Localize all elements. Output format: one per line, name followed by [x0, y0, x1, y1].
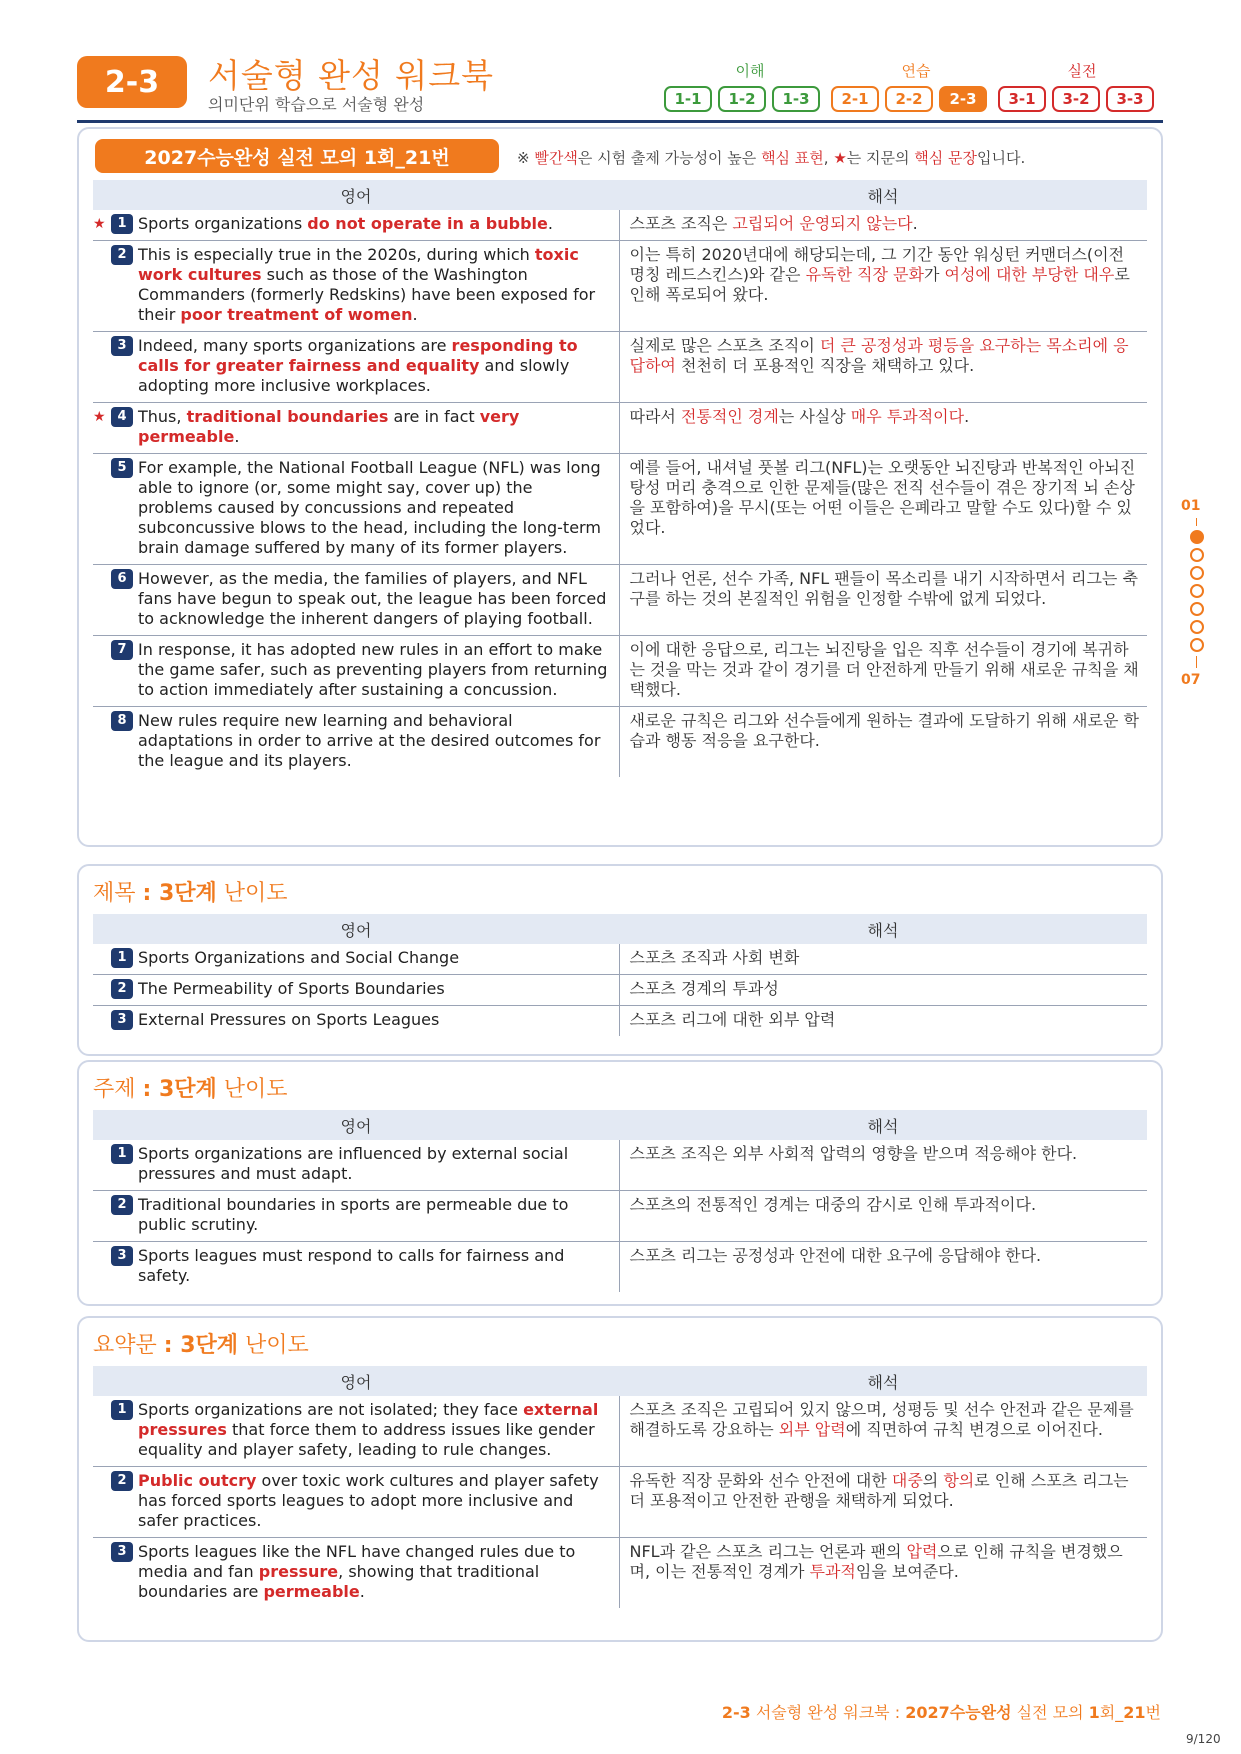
note-red-1: 빨간색	[534, 149, 578, 167]
table-row	[93, 1006, 1147, 1037]
english-text	[138, 979, 453, 999]
key-sentence-star-icon: ★	[93, 409, 106, 425]
text-segment: Sports organizations are influenced by external social pressures and must adapt.	[138, 1144, 569, 1183]
text-segment: Traditional boundaries in sports are permeable due to public scrutiny.	[138, 1195, 569, 1234]
table-row	[93, 1538, 1147, 1609]
text-segment: 이에 대한 응답으로, 리그는 뇌진탕을 입은 직후 선수들이 경기에 복귀하는 것을 막는 것과 같이 경기를 더 안전하게 만들기 위해 새로운 규칙을 채택했다.	[629, 640, 1139, 699]
sentence-number: 2	[111, 245, 133, 265]
sentence-number: 1	[111, 948, 133, 968]
translation-cell	[619, 1140, 1147, 1191]
english-cell	[93, 1191, 619, 1242]
page-dot[interactable]	[1190, 584, 1204, 598]
legend-note	[517, 147, 1025, 168]
text-segment: Sports Organizations and Social Change	[138, 948, 460, 967]
text-segment: For example, the National Football League (NFL) was long able to ignore (or, some might say, cover up) the problems caused by concussions and repeated subconcussive blows to the head, including the long-term brain damage suffered by many of its former players.	[138, 458, 601, 557]
text-segment: 스포츠 리그에 대한 외부 압력	[629, 1010, 836, 1029]
text-segment: 스포츠 조직은	[629, 214, 733, 233]
english-text	[138, 711, 619, 771]
text-segment: .	[234, 427, 240, 446]
english-cell	[93, 1006, 619, 1037]
page-dot[interactable]	[1190, 638, 1204, 652]
text-segment: Sports leagues like the NFL have changed rules due to media and fan	[138, 1542, 576, 1581]
english-text	[138, 1400, 619, 1460]
english-cell	[93, 707, 619, 778]
translation-cell	[619, 565, 1147, 636]
column-header-translation: 해석	[619, 914, 1147, 944]
text-segment: over toxic work cultures and player safety has forced sports leagues to adopt more inclusive and safer practices.	[138, 1471, 599, 1530]
english-cell	[93, 1242, 619, 1293]
text-segment: This is especially true in the 2020s, during which	[138, 245, 535, 264]
translation-cell	[619, 210, 1147, 241]
column-header-translation: 해석	[619, 1110, 1147, 1140]
key-expression: 투과적	[809, 1562, 856, 1581]
text-segment: that force them to address issues like gender equality and player safety, leading to rule changes.	[138, 1420, 595, 1459]
page-dot[interactable]	[1190, 530, 1204, 544]
english-text	[138, 569, 619, 629]
table-row	[93, 1467, 1147, 1538]
text-segment: External Pressures on Sports Leagues	[138, 1010, 440, 1029]
text-segment: .	[359, 1582, 365, 1601]
key-expression: 고립되어 운영되지 않는다	[732, 214, 913, 233]
translation-cell	[619, 944, 1147, 975]
translation-text	[630, 214, 1148, 234]
table-row	[93, 1396, 1147, 1467]
english-cell	[93, 975, 619, 1006]
text-segment: Indeed, many sports organizations are	[138, 336, 452, 355]
text-segment: 유독한 직장 문화와 선수 안전에 대한	[629, 1471, 892, 1490]
stage-label-practice: 연습	[901, 62, 931, 80]
section-heading: 요약문 : 3단계 난이도	[93, 1333, 309, 1358]
side-nav-start: 01	[1181, 498, 1201, 514]
text-segment: such as those of the Washington Commanders (formerly Redskins) have been exposed for their	[138, 265, 596, 324]
section-heading: 주제 : 3단계 난이도	[93, 1077, 288, 1102]
stage-pill-1-2[interactable]: 1-2	[718, 86, 766, 112]
table-row	[93, 1191, 1147, 1242]
section-heading: 제목 : 3단계 난이도	[93, 881, 288, 906]
side-nav-line-top	[1196, 518, 1197, 526]
table-row	[93, 636, 1147, 707]
sentence-number: 2	[111, 979, 133, 999]
sentence-number: 1	[111, 214, 133, 234]
key-sentence-star-icon: ★	[93, 216, 106, 232]
text-segment: , showing that traditional boundaries are	[138, 1562, 540, 1601]
column-header-english: 영어	[93, 180, 619, 210]
sentence-number: 4	[111, 407, 133, 427]
english-cell	[93, 1467, 619, 1538]
title-section	[77, 864, 1163, 1056]
english-cell	[93, 1396, 619, 1467]
text-segment: 따라서	[629, 407, 681, 426]
english-cell	[93, 210, 619, 241]
stage-pill-1-3[interactable]: 1-3	[772, 86, 820, 112]
text-segment: Sports organizations	[138, 214, 308, 233]
text-segment: and slowly adopting more inclusive workplaces.	[138, 356, 570, 395]
side-nav-line-bottom	[1196, 656, 1197, 668]
english-text	[138, 1010, 447, 1030]
table-row	[93, 210, 1147, 241]
english-text	[138, 1195, 619, 1235]
page-dot[interactable]	[1190, 602, 1204, 616]
text-segment: The Permeability of Sports Boundaries	[138, 979, 445, 998]
table-row	[93, 454, 1147, 565]
table-row	[93, 944, 1147, 975]
stage-pill-3-2[interactable]: 3-2	[1052, 86, 1100, 112]
key-expression: 더 큰 공정성과 평등을 요구하는 목소리에 응답하여	[629, 336, 1129, 375]
table-row	[93, 1242, 1147, 1293]
note-prefix: ※	[517, 149, 535, 167]
note-suffix: 입니다.	[977, 149, 1026, 167]
stage-pill-3-1[interactable]: 3-1	[998, 86, 1046, 112]
unit-badge: 2-3	[77, 56, 187, 108]
translation-text	[630, 1195, 1148, 1215]
key-expression: external pressures	[138, 1400, 599, 1439]
footer-caption: 2-3 서술형 완성 워크북 : 2027수능완성 실전 모의 1회_21번	[721, 1703, 1161, 1722]
key-expression: 압력	[906, 1542, 938, 1561]
english-cell	[93, 1140, 619, 1191]
text-segment: New rules require new learning and behavioral adaptations in order to arrive at the desired outcomes for the league and its players.	[138, 711, 601, 770]
text-segment: Thus,	[138, 407, 187, 426]
key-expression: poor treatment of women	[180, 305, 413, 324]
translation-cell	[619, 636, 1147, 707]
text-segment: In response, it has adopted new rules in an effort to make the game safer, such as preventing players from returning to action immediately after sustaining a concussion.	[138, 640, 608, 699]
key-expression: 대중	[891, 1471, 923, 1490]
text-segment: Sports organizations are not isolated; they face	[138, 1400, 524, 1419]
text-segment: .	[912, 214, 918, 233]
note-text-1: 은 시험 출제 가능성이 높은	[577, 149, 762, 167]
text-segment: 스포츠 조직과 사회 변화	[629, 948, 800, 967]
page-subtitle: 의미단위 학습으로 서술형 완성	[208, 95, 425, 114]
translation-text	[630, 336, 1148, 376]
translation-cell	[619, 332, 1147, 403]
english-cell	[93, 241, 619, 332]
note-red-2: 핵심 표현	[761, 149, 824, 167]
text-segment: 스포츠 경계의 투과성	[629, 979, 779, 998]
sentence-number: 5	[111, 458, 133, 478]
column-header-english: 영어	[93, 914, 619, 944]
translation-text	[630, 1400, 1148, 1440]
translation-text	[630, 407, 1148, 427]
translation-cell	[619, 975, 1147, 1006]
text-segment: 실제로 많은 스포츠 조직이	[629, 336, 820, 355]
key-expression: very permeable	[138, 407, 520, 446]
key-expression: 전통적인 경계	[680, 407, 779, 426]
exam-badge: 2027수능완성 실전 모의 1회_21번	[95, 139, 499, 173]
key-expression: 외부 압력	[778, 1420, 846, 1439]
title-table	[93, 914, 1147, 1036]
note-text-3: 는 지문의	[846, 149, 915, 167]
english-cell	[93, 454, 619, 565]
sentence-number: 3	[111, 336, 133, 356]
english-text	[138, 336, 619, 396]
table-row	[93, 975, 1147, 1006]
translation-cell	[619, 241, 1147, 332]
translation-cell	[619, 1467, 1147, 1538]
key-expression: Public outcry	[138, 1471, 257, 1490]
text-segment: 으로 인해 규칙을 변경했으며, 이는 전통적인 경계가	[629, 1542, 1123, 1581]
column-header-translation: 해석	[619, 180, 1147, 210]
english-text	[138, 1144, 619, 1184]
translation-text	[630, 979, 1148, 999]
translation-text	[630, 640, 1148, 700]
text-segment: 이는 특히 2020년대에 해당되는데, 그 기간 동안 워싱턴 커맨더스(이전 명칭 레드스킨스)와 같은	[629, 245, 1125, 284]
theme-section	[77, 1060, 1163, 1306]
text-segment: 가	[923, 265, 945, 284]
translation-text	[630, 1246, 1148, 1266]
english-text	[138, 458, 619, 558]
translation-text	[630, 1542, 1148, 1582]
translation-text	[630, 1471, 1148, 1511]
text-segment: 스포츠 리그는 공정성과 안전에 대한 요구에 응답해야 한다.	[629, 1246, 1042, 1265]
column-header-translation: 해석	[619, 1366, 1147, 1396]
text-segment: .	[412, 305, 418, 324]
text-segment: 의	[922, 1471, 944, 1490]
english-text	[138, 1542, 619, 1602]
text-segment: 는 사실상	[778, 407, 851, 426]
translation-text	[630, 245, 1148, 305]
english-cell	[93, 1538, 619, 1609]
translation-text	[630, 1010, 1148, 1030]
key-expression: toxic work cultures	[138, 245, 579, 284]
translation-cell	[619, 1006, 1147, 1037]
stage-pill-2-3-active[interactable]: 2-3	[939, 86, 987, 112]
key-expression: 매우 투과적이다	[850, 407, 965, 426]
sentence-number: 7	[111, 640, 133, 660]
english-cell	[93, 403, 619, 454]
translation-cell	[619, 707, 1147, 778]
text-segment: 스포츠 조직은 외부 사회적 압력의 영향을 받으며 적응해야 한다.	[629, 1144, 1078, 1163]
text-segment: are in fact	[388, 407, 480, 426]
sentence-number: 3	[111, 1246, 133, 1266]
translation-cell	[619, 1538, 1147, 1609]
translation-cell	[619, 403, 1147, 454]
translation-cell	[619, 1396, 1147, 1467]
translation-text	[630, 458, 1148, 538]
text-segment: 에 직면하여 규칙 변경으로 이어진다.	[845, 1420, 1103, 1439]
text-segment: 천천히 더 포용적인 직장을 채택하고 있다.	[675, 356, 975, 375]
text-segment: 임을 보여준다.	[855, 1562, 959, 1581]
sentence-number: 3	[111, 1542, 133, 1562]
key-expression: 유독한 직장 문화	[805, 265, 924, 284]
text-segment: 스포츠 조직은 고립되어 있지 않으며, 성평등 및 선수 안전과 같은 문제를 해결하도록 강요하는	[629, 1400, 1134, 1439]
translation-text	[630, 569, 1148, 609]
english-text	[138, 1471, 619, 1531]
english-text	[138, 245, 619, 325]
sentence-number: 2	[111, 1195, 133, 1215]
table-row	[93, 403, 1147, 454]
text-segment: Sports leagues must respond to calls for fairness and safety.	[138, 1246, 565, 1285]
sentence-number: 1	[111, 1144, 133, 1164]
text-segment: NFL과 같은 스포츠 리그는 언론과 팬의	[629, 1542, 907, 1561]
english-text	[138, 640, 619, 700]
stage-label-understand: 이해	[735, 62, 765, 80]
english-text	[138, 214, 561, 234]
key-expression: do not operate in a bubble	[307, 214, 548, 233]
english-text	[138, 948, 467, 968]
column-header-english: 영어	[93, 1366, 619, 1396]
page-dot[interactable]	[1190, 548, 1204, 562]
passage-table	[93, 180, 1147, 777]
text-segment: 로 인해 스포츠 리그는 더 포용적이고 안전한 관행을 채택하게 되었다.	[629, 1471, 1129, 1510]
translation-cell	[619, 1242, 1147, 1293]
translation-cell	[619, 454, 1147, 565]
english-cell	[93, 636, 619, 707]
text-segment: 그러나 언론, 선수 가족, NFL 팬들이 목소리를 내기 시작하면서 리그는 축구를 하는 것의 본질적인 위험을 인정할 수밖에 없게 되었다.	[629, 569, 1138, 608]
key-expression: 여성에 대한 부당한 대우	[944, 265, 1115, 284]
stage-label-real: 실전	[1067, 62, 1097, 80]
stage-pill-2-2[interactable]: 2-2	[885, 86, 933, 112]
text-segment: 로 인해 폭로되어 왔다.	[629, 265, 1130, 304]
stage-pill-1-1[interactable]: 1-1	[664, 86, 712, 112]
stage-pill-3-3[interactable]: 3-3	[1106, 86, 1154, 112]
english-cell	[93, 565, 619, 636]
header-divider	[77, 120, 1163, 123]
note-text-2: ,	[823, 149, 834, 167]
table-row	[93, 241, 1147, 332]
sentence-number: 8	[111, 711, 133, 731]
side-nav-end: 07	[1181, 672, 1201, 688]
page-number: 9/120	[1186, 1732, 1221, 1746]
key-expression: permeable	[263, 1582, 360, 1601]
text-segment: However, as the media, the families of players, and NFL fans have begun to speak out, the league has been forced to acknowledge the inherent dangers of playing football.	[138, 569, 607, 628]
page-dot[interactable]	[1190, 620, 1204, 634]
table-row	[93, 1140, 1147, 1191]
translation-cell	[619, 1191, 1147, 1242]
column-header-english: 영어	[93, 1110, 619, 1140]
text-segment: .	[547, 214, 553, 233]
summary-table	[93, 1366, 1147, 1608]
summary-section	[77, 1316, 1163, 1642]
table-row	[93, 707, 1147, 778]
page-dot[interactable]	[1190, 566, 1204, 580]
key-expression: 항의	[943, 1471, 975, 1490]
sentence-number: 6	[111, 569, 133, 589]
sentence-number: 1	[111, 1400, 133, 1420]
table-row	[93, 332, 1147, 403]
key-expression: responding to calls for greater fairness and equality	[138, 336, 578, 375]
star-icon: ★	[833, 149, 847, 167]
english-cell	[93, 332, 619, 403]
english-cell	[93, 944, 619, 975]
text-segment: 스포츠의 전통적인 경계는 대중의 감시로 인해 투과적이다.	[629, 1195, 1037, 1214]
translation-text	[630, 711, 1148, 751]
theme-table	[93, 1110, 1147, 1292]
table-row	[93, 565, 1147, 636]
english-text	[138, 407, 619, 447]
sentence-number: 3	[111, 1010, 133, 1030]
stage-pill-2-1[interactable]: 2-1	[831, 86, 879, 112]
translation-text	[630, 1144, 1148, 1164]
english-text	[138, 1246, 619, 1286]
passage-panel	[77, 127, 1163, 847]
text-segment: 새로운 규칙은 리그와 선수들에게 원하는 결과에 도달하기 위해 새로운 학습과 행동 적응을 요구한다.	[629, 711, 1139, 750]
note-red-3: 핵심 문장	[914, 149, 978, 167]
page-title: 서술형 완성 워크북	[208, 56, 495, 95]
text-segment: .	[964, 407, 970, 426]
key-expression: traditional boundaries	[186, 407, 389, 426]
translation-text	[630, 948, 1148, 968]
sentence-number: 2	[111, 1471, 133, 1491]
key-expression: pressure	[258, 1562, 339, 1581]
text-segment: 예를 들어, 내셔널 풋볼 리그(NFL)는 오랫동안 뇌진탕과 반복적인 아뇌진탕성 머리 충격으로 인한 문제들(많은 전직 선수들이 겪은 장기적 뇌 손상을 포함하여)을 무시(또는 어떤 이들은 은폐라고 말할 수도 있다)할 수 있었다.	[629, 458, 1136, 537]
